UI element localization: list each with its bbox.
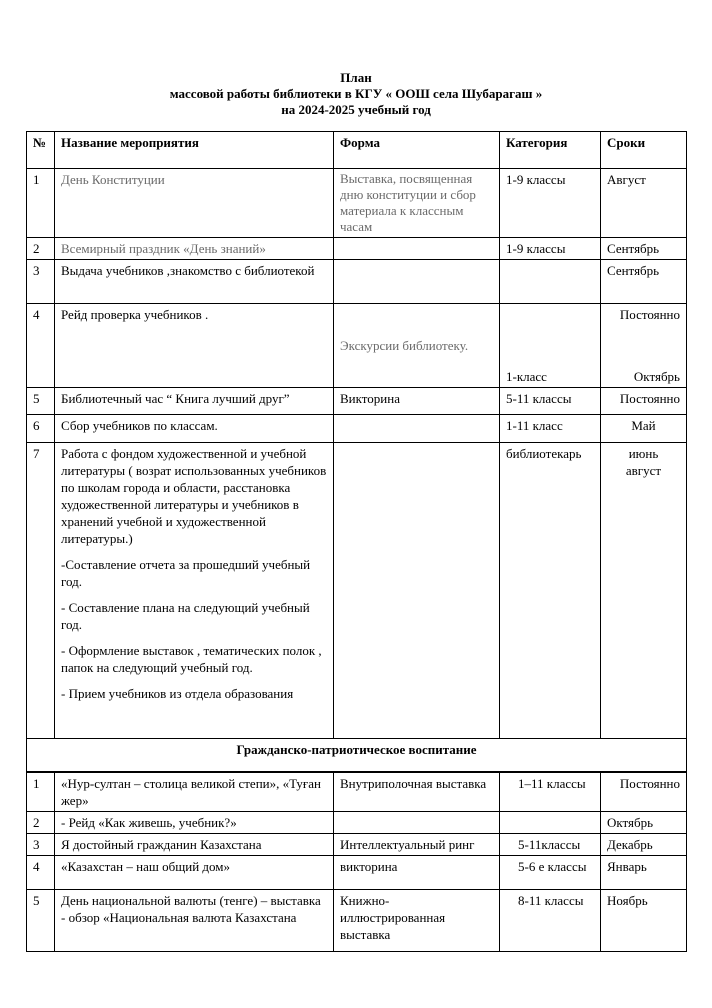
row-category: 1–11 классы xyxy=(500,772,601,812)
row-term-end: Октябрь xyxy=(633,369,680,384)
row-term: Постоянно xyxy=(601,772,687,812)
table-row xyxy=(27,260,687,304)
section-title: Гражданско-патриотическое воспитание xyxy=(27,739,687,773)
row-num: 4 xyxy=(27,856,55,890)
header-category: Категория xyxy=(500,132,601,169)
row-form xyxy=(334,812,500,834)
row-term xyxy=(601,304,687,388)
row-category: библиотекарь xyxy=(500,443,601,739)
section-row xyxy=(27,739,687,773)
row-num: 3 xyxy=(27,834,55,856)
row-form xyxy=(334,260,500,304)
row-name-part: - Оформление выставок , тематических полок , папок на следующий учебный год. xyxy=(61,643,322,675)
table-row xyxy=(27,812,687,834)
row-name-part: - Прием учебников из отдела образования xyxy=(61,686,294,701)
row-category: 8-11 классы xyxy=(500,890,601,952)
row-num: 3 xyxy=(27,260,55,304)
plan-subtitle: массовой работы библиотеки в КГУ « ООШ села Шубарагаш » xyxy=(169,86,543,101)
row-name: - Рейд «Как живешь, учебник?» xyxy=(55,812,334,834)
table-row xyxy=(27,169,687,238)
row-num: 5 xyxy=(27,388,55,415)
row-form: Выставка, посвященная дню конституции и сбор материала к классным часам xyxy=(334,169,500,238)
row-term-start: июнь xyxy=(628,446,659,461)
row-name: Рейд проверка учебников . xyxy=(55,304,334,388)
table-row xyxy=(27,238,687,260)
row-name: Выдача учебников ,знакомство с библиотекой xyxy=(55,260,334,304)
row-form: викторина xyxy=(334,856,500,890)
row-term: Постоянно xyxy=(601,388,687,415)
row-category: 5-11классы xyxy=(500,834,601,856)
row-name: Библиотечный час “ Книга лучший друг” xyxy=(55,388,334,415)
row-category: 1-9 классы xyxy=(500,238,601,260)
row-num: 7 xyxy=(27,443,55,739)
table-row xyxy=(27,304,687,388)
row-form xyxy=(334,415,500,443)
plan-table xyxy=(26,131,687,952)
row-term: Сентябрь xyxy=(601,260,687,304)
row-category: 5-11 классы xyxy=(500,388,601,415)
row-form xyxy=(334,238,500,260)
row-num: 2 xyxy=(27,812,55,834)
row-term xyxy=(601,443,687,739)
row-category: 1-11 класс xyxy=(500,415,601,443)
row-num: 1 xyxy=(27,772,55,812)
table-row xyxy=(27,388,687,415)
table-row xyxy=(27,890,687,952)
row-num: 6 xyxy=(27,415,55,443)
row-num: 5 xyxy=(27,890,55,952)
row-category: 1-класс xyxy=(500,304,601,388)
table-row xyxy=(27,834,687,856)
row-term: Сентябрь xyxy=(601,238,687,260)
row-name: Сбор учебников по классам. xyxy=(55,415,334,443)
row-category: 5-6 е классы xyxy=(500,856,601,890)
table-row xyxy=(27,772,687,812)
row-term-start: Постоянно xyxy=(619,307,680,322)
row-name: Всемирный праздник «День знаний» xyxy=(55,238,334,260)
row-term: Январь xyxy=(601,856,687,890)
row-name-part: -Составление отчета за прошедший учебный год. xyxy=(61,557,311,589)
row-name: Я достойный гражданин Казахстана xyxy=(55,834,334,856)
row-category xyxy=(500,260,601,304)
table-row xyxy=(27,415,687,443)
table-row xyxy=(27,443,687,739)
row-num: 1 xyxy=(27,169,55,238)
row-name-part: Работа с фондом художественной и учебной литературы ( возрат использованных учебников по школам города и области, расстановка художественной литературы и учебников в хранений учебной и художественной литературы.) xyxy=(61,446,327,546)
row-name: День национальной валюты (тенге) – выставка - обзор «Национальная валюта Казахстана xyxy=(55,890,334,952)
header-form: Форма xyxy=(334,132,500,169)
row-form xyxy=(334,443,500,739)
row-term: Ноябрь xyxy=(601,890,687,952)
row-form: Книжно-иллюстрированная выставка xyxy=(334,890,500,952)
row-num: 4 xyxy=(27,304,55,388)
row-category: 1-9 классы xyxy=(500,169,601,238)
header-term: Сроки xyxy=(601,132,687,169)
header-name: Название мероприятия xyxy=(55,132,334,169)
row-term: Май xyxy=(601,415,687,443)
plan-title: План xyxy=(340,70,372,85)
row-num: 2 xyxy=(27,238,55,260)
row-category xyxy=(500,812,601,834)
row-name: «Нур-султан – столица великой степи», «Туған жер» xyxy=(55,772,334,812)
row-form: Викторина xyxy=(334,388,500,415)
document-header xyxy=(0,70,712,118)
row-term: Август xyxy=(601,169,687,238)
plan-year: на 2024-2025 учебный год xyxy=(281,102,431,117)
row-name: «Казахстан – наш общий дом» xyxy=(55,856,334,890)
row-name: День Конституции xyxy=(55,169,334,238)
row-form: Внутриполочная выставка xyxy=(334,772,500,812)
header-num: № xyxy=(27,132,55,169)
table-header-row xyxy=(27,132,687,169)
row-term: Декабрь xyxy=(601,834,687,856)
row-form: Экскурсии библиотеку. xyxy=(334,304,500,388)
row-form: Интеллектуальный ринг xyxy=(334,834,500,856)
row-name xyxy=(55,443,334,739)
table-row xyxy=(27,856,687,890)
row-term: Октябрь xyxy=(601,812,687,834)
row-name-part: - Составление плана на следующий учебный год. xyxy=(61,600,310,632)
row-term-end: август xyxy=(625,463,662,478)
